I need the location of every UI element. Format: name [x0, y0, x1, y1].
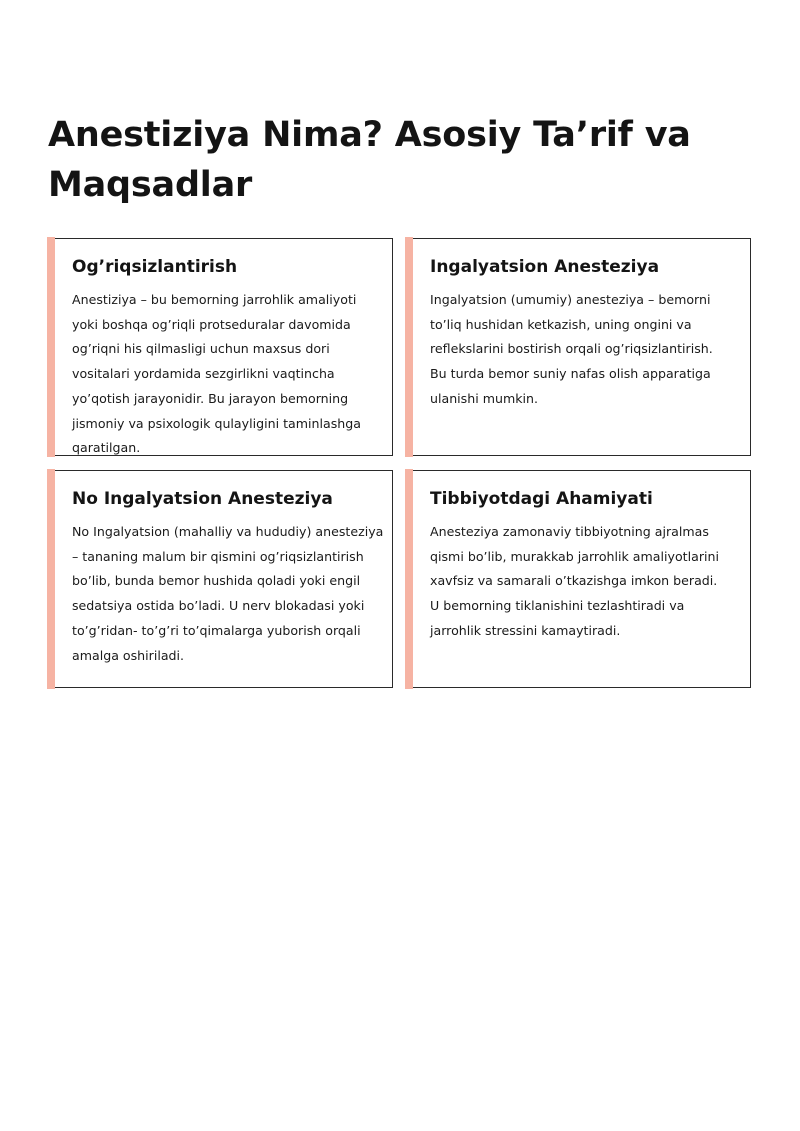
- card-heading: Tibbiyotdagi Ahamiyati: [430, 489, 653, 509]
- card-accent-bar: [47, 237, 55, 457]
- card-heading: No Ingalyatsion Anesteziya: [72, 489, 333, 509]
- card-heading: Og’riqsizlantirish: [72, 257, 238, 277]
- card-heading: Ingalyatsion Anesteziya: [430, 257, 660, 277]
- info-card-no-ingalyatsion-anesteziya: [54, 470, 393, 688]
- card-text: Ingalyatsion (umumiy) anesteziya – bemorni to’liq hushidan ketkazish, uning ongini va reflekslarini bostirish orqali og’riqsizlantirish. Bu turda bemor suniy nafas olish apparatiga ulanishi mumkin.: [430, 292, 713, 406]
- card-text: Anesteziya zamonaviy tibbiyotning ajralmas qismi bo’lib, murakkab jarrohlik amaliyotlarini xavfsiz va samarali o’tkazishga imkon beradi. U bemorning tiklanishini tezlashtiradi va jarrohlik stressini kamaytiradi.: [430, 524, 719, 638]
- info-card-tibbiyotdagi-ahamiyati: [412, 470, 751, 688]
- info-card-ingalyatsion-anesteziya: [412, 238, 751, 456]
- info-card-ogriqsizlantirish: [54, 238, 393, 456]
- card-text: No Ingalyatsion (mahalliy va hududiy) anesteziya – tananing malum bir qismini og’riqsizlantirish bo’lib, bunda bemor hushida qoladi yoki engil sedatsiya ostida bo’ladi. U nerv blokadasi yoki to’g’ridan- to’g’ri to’qimalarga yuborish orqali amalga oshiriladi.: [72, 524, 384, 663]
- card-accent-bar: [405, 469, 413, 689]
- card-text: Anestiziya – bu bemorning jarrohlik amaliyoti yoki boshqa og’riqli protseduralar davomida og’riqni his qilmasligi uchun maxsus dori vositalari yordamida sezgirlikni vaqtincha yo’qotish jarayonidir. Bu jarayon bemorning jismoniy va psixologik qulayligini taminlashga qaratilgan.: [72, 292, 361, 456]
- page-title: Anestiziya Nima? Asosiy Ta’rif va Maqsadlar: [48, 115, 691, 205]
- card-accent-bar: [47, 469, 55, 689]
- card-accent-bar: [405, 237, 413, 457]
